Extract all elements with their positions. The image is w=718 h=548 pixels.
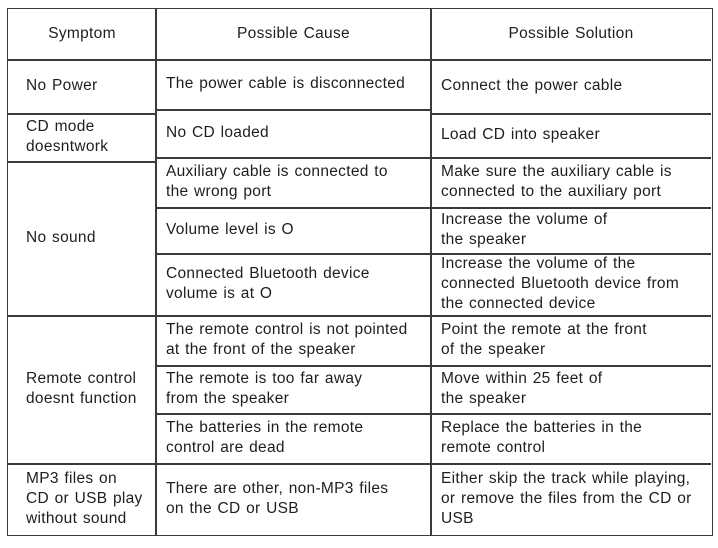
solution-cell: Make sure the auxiliary cable is connected to the auxiliary port (441, 163, 672, 200)
symptom-remote-control: Remote control doesnt function (26, 370, 137, 407)
row-divider (156, 207, 711, 209)
cause-cell: Volume level is O (166, 221, 294, 238)
row-divider (431, 157, 711, 159)
row-divider (8, 59, 711, 61)
symptom-no-power: No Power (26, 77, 98, 94)
solution-cell: Increase the volume of the connected Bluetooth device from the connected device (441, 255, 680, 312)
solution-cell: Increase the volume of the speaker (441, 211, 608, 248)
row-divider (156, 365, 711, 367)
column-divider (155, 9, 157, 535)
troubleshooting-table (7, 8, 713, 536)
header-symptom: Symptom (48, 25, 116, 42)
row-divider (156, 157, 431, 159)
solution-cell: Either skip the track while playing, or remove the files from the CD or USB (441, 470, 692, 527)
cause-cell: The power cable is disconnected (166, 75, 406, 92)
cause-cell: There are other, non-MP3 files on the CD or USB (166, 480, 389, 517)
row-divider (8, 315, 711, 317)
symptom-no-sound: No sound (26, 229, 96, 246)
row-divider (431, 113, 711, 115)
row-divider (156, 109, 431, 111)
cause-cell: The remote control is not pointed at the front of the speaker (166, 321, 408, 358)
solution-cell: Point the remote at the front of the speaker (441, 321, 647, 358)
row-divider (8, 113, 156, 115)
solution-cell: Load CD into speaker (441, 126, 600, 143)
cause-cell: The remote is too far away from the speaker (166, 370, 363, 407)
cause-cell: Auxiliary cable is connected to the wrong port (166, 163, 388, 200)
header-possible-solution: Possible Solution (508, 25, 634, 42)
solution-cell: Replace the batteries in the remote control (441, 419, 643, 456)
solution-cell: Move within 25 feet of the speaker (441, 370, 603, 407)
row-divider (8, 463, 711, 465)
row-divider (156, 413, 711, 415)
symptom-mp3-files: MP3 files on CD or USB play without sound (26, 470, 143, 527)
cause-cell: Connected Bluetooth device volume is at O (166, 265, 370, 302)
column-divider (430, 9, 432, 535)
symptom-cd-mode: CD mode doesntwork (26, 118, 109, 155)
header-possible-cause: Possible Cause (237, 25, 350, 42)
cause-cell: The batteries in the remote control are dead (166, 419, 364, 456)
solution-cell: Connect the power cable (441, 77, 623, 94)
row-divider (8, 161, 156, 163)
row-divider (156, 253, 711, 255)
cause-cell: No CD loaded (166, 124, 269, 141)
